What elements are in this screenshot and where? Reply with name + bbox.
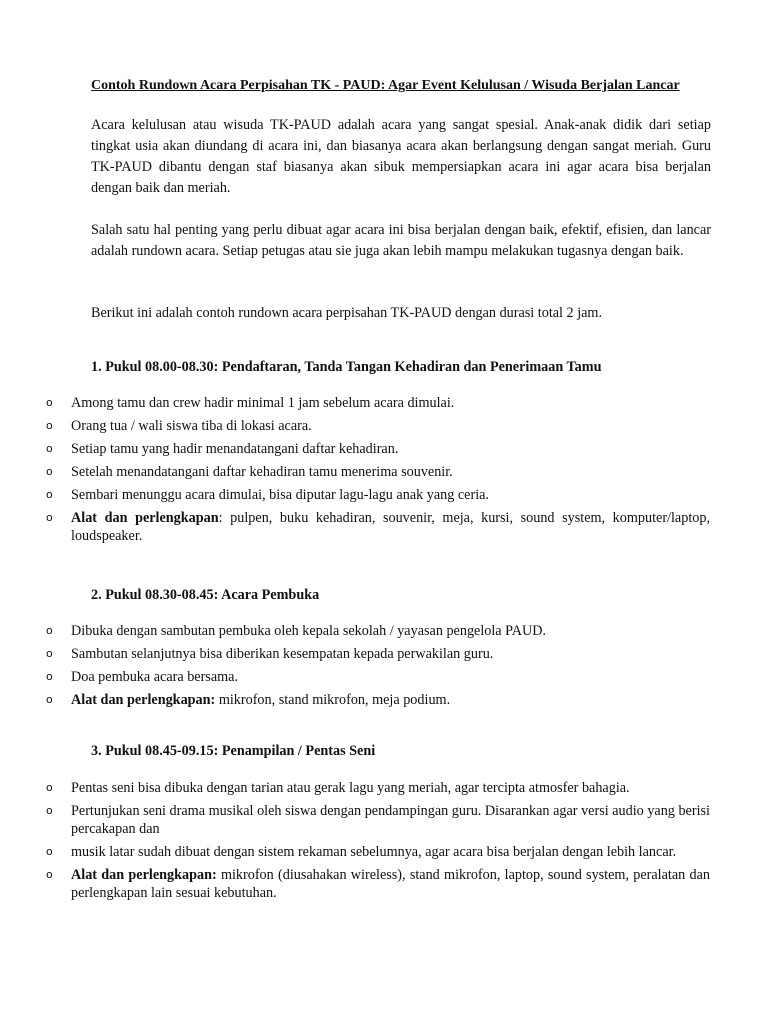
equipment-label: Alat dan perlengkapan: — [71, 692, 216, 708]
list-item: o Pertunjukan seni drama musikal oleh siswa dengan pendampingan guru. Disarankan agar versi audio yang berisi percakapan dan — [46, 803, 710, 837]
document-title: Contoh Rundown Acara Perpisahan TK - PAUD: Agar Event Kelulusan / Wisuda Berjalan Lancar — [91, 78, 680, 93]
section-list-1 — [0, 394, 768, 550]
equipment-item — [0, 691, 768, 709]
intro-paragraph-3: Berikut ini adalah contoh rundown acara perpisahan TK-PAUD dengan durasi total 2 jam. — [91, 305, 603, 321]
bullet-icon: o — [46, 804, 53, 817]
bullet-icon: o — [46, 845, 53, 858]
bullet-icon: o — [46, 419, 53, 432]
intro-paragraph-1: Acara kelulusan atau wisuda TK-PAUD adalah acara yang sangat spesial. Anak-anak didik dari setiap tingkat usia akan diundang di acara ini, dan biasanya acara akan berlangsung dengan sangat meriah. Guru TK-PAUD dibantu dengan staf biasanya akan sibuk mempersiapkan acara ini agar acara bisa berjalan dengan baik dan meriah. — [91, 117, 711, 196]
list-item: o Setiap tamu yang hadir menandatangani daftar kehadiran. — [46, 441, 399, 457]
bullet-icon: o — [46, 396, 53, 409]
bullet-icon: o — [46, 511, 53, 524]
bullet-icon: o — [46, 624, 53, 637]
bullet-icon: o — [46, 670, 53, 683]
bullet-icon: o — [46, 693, 53, 706]
equipment-text: mikrofon, stand mikrofon, meja podium. — [215, 692, 451, 708]
equipment-label: Alat dan perlengkapan — [71, 510, 219, 526]
list-item: o Pentas seni bisa dibuka dengan tarian atau gerak lagu yang meriah, agar tercipta atmosfer bahagia. — [46, 780, 630, 796]
bullet-icon: o — [46, 647, 53, 660]
bullet-icon: o — [46, 781, 53, 794]
equipment-item — [0, 509, 768, 545]
bullet-icon: o — [46, 488, 53, 501]
equipment-label: Alat dan perlengkapan: — [71, 867, 217, 883]
list-item: o Among tamu dan crew hadir minimal 1 jam sebelum acara dimulai. — [46, 395, 455, 411]
equipment-item — [0, 866, 768, 902]
section-heading-3: 3. Pukul 08.45-09.15: Penampilan / Pentas Seni — [91, 743, 376, 759]
list-item: o Orang tua / wali siswa tiba di lokasi acara. — [46, 418, 312, 434]
list-item: o Doa pembuka acara bersama. — [46, 669, 239, 685]
section-list-2 — [0, 622, 768, 714]
equipment-text: mikrofon (diusahakan wireless), stand mikrofon, laptop, sound system, peralatan dan perlengkapan lain sesuai kebutuhan. — [71, 867, 710, 901]
list-item: o Setelah menandatangani daftar kehadiran tamu menerima souvenir. — [46, 464, 453, 480]
bullet-icon: o — [46, 868, 53, 881]
section-list-3 — [0, 779, 768, 907]
section-heading-2: 2. Pukul 08.30-08.45: Acara Pembuka — [91, 587, 320, 603]
list-item: o musik latar sudah dibuat dengan sistem rekaman sebelumnya, agar acara bisa berjalan dengan lebih lancar. — [46, 844, 677, 860]
list-item: o Sembari menunggu acara dimulai, bisa diputar lagu-lagu anak yang ceria. — [46, 487, 489, 503]
equipment-text: : pulpen, buku kehadiran, souvenir, meja, kursi, sound system, komputer/laptop, loudspeaker. — [71, 510, 710, 544]
list-item: o Sambutan selanjutnya bisa diberikan kesempatan kepada perwakilan guru. — [46, 646, 494, 662]
list-item: o Dibuka dengan sambutan pembuka oleh kepala sekolah / yayasan pengelola PAUD. — [46, 623, 547, 639]
bullet-icon: o — [46, 465, 53, 478]
bullet-icon: o — [46, 442, 53, 455]
intro-paragraph-2: Salah satu hal penting yang perlu dibuat agar acara ini bisa berjalan dengan baik, efektif, efisien, dan lancar adalah rundown acara. Setiap petugas atau sie juga akan lebih mampu melakukan tugasnya dengan baik. — [91, 222, 711, 259]
section-heading-1: 1. Pukul 08.00-08.30: Pendaftaran, Tanda Tangan Kehadiran dan Penerimaan Tamu — [91, 359, 602, 375]
